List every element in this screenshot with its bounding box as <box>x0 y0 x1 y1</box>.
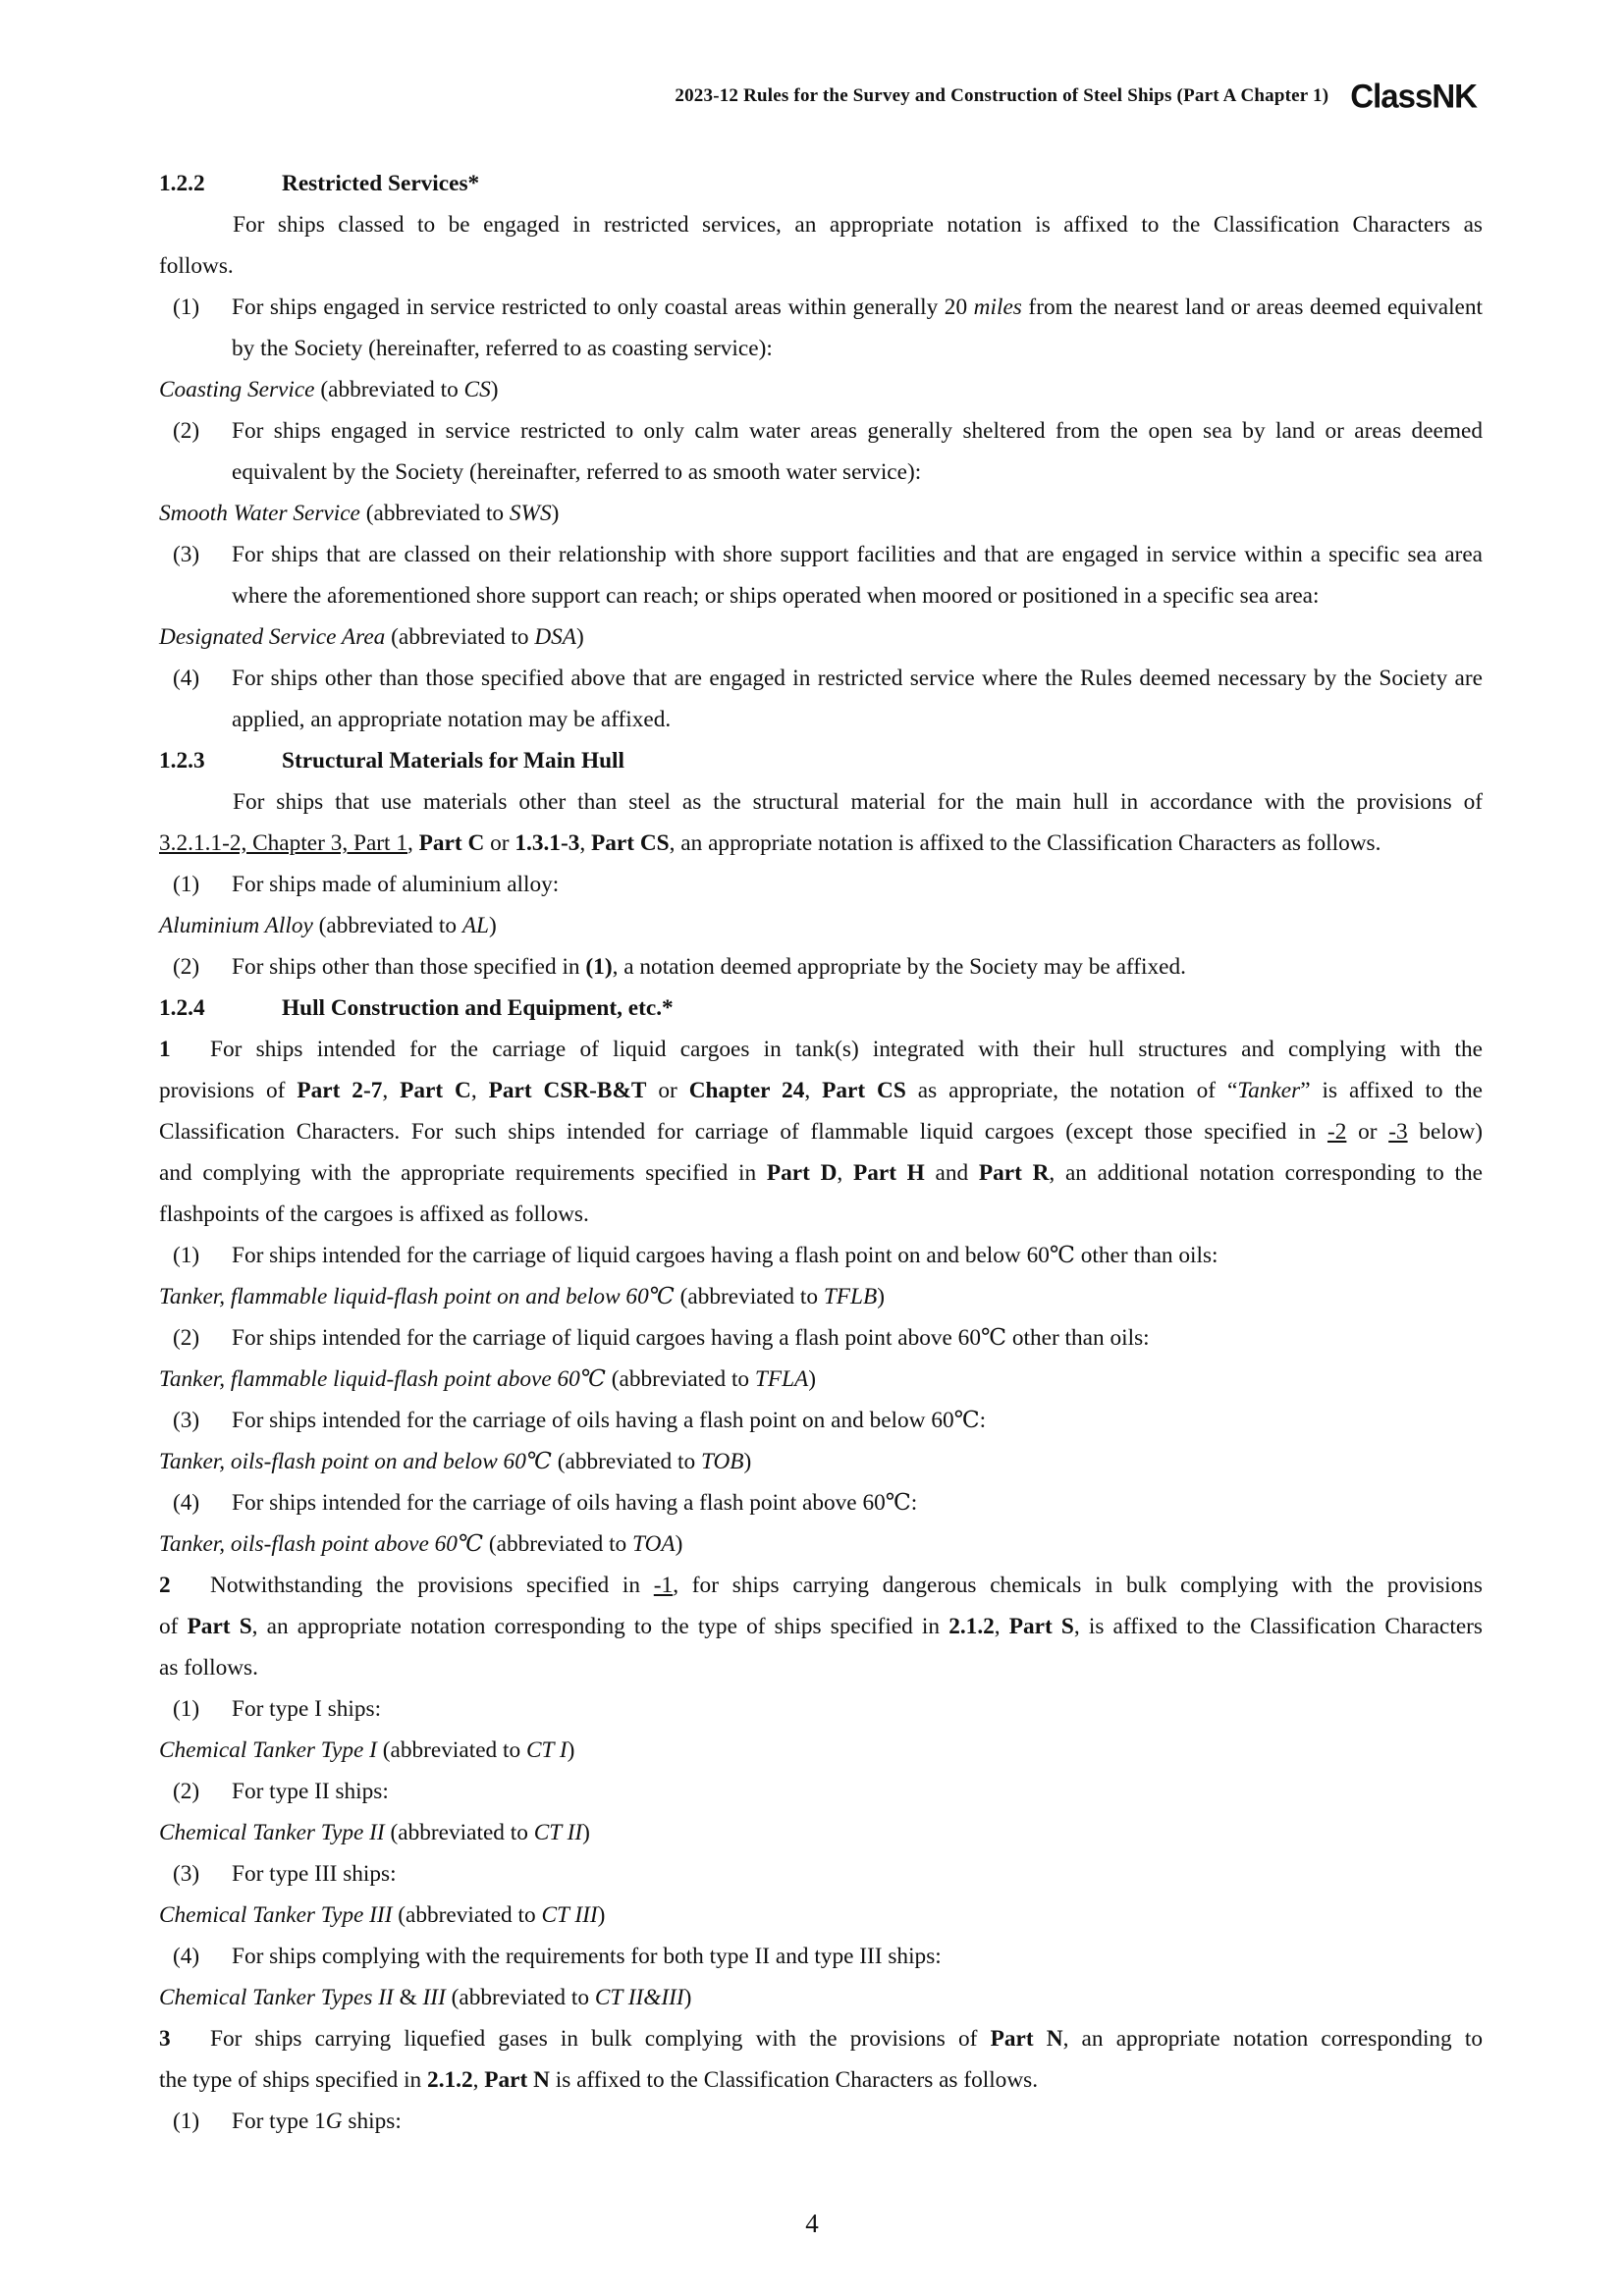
notation-line: Tanker, flammable liquid-flash point above 60℃ (abbreviated to TFLA) <box>159 1366 817 1392</box>
list-item: (1) For type I ships: <box>173 1696 382 1722</box>
rule-reference-link[interactable]: 3.2.1.1-2, Chapter 3, Part 1 <box>159 830 407 856</box>
paragraph-3-line: the type of ships specified in 2.1.2, Part N is affixed to the Classification Characters as follows. <box>159 2067 1039 2093</box>
section-1-2-3-intro: For ships that use materials other than steel as the structural material for the main hull in accordance with the provisions of <box>233 789 1483 815</box>
notation-line: Tanker, oils-flash point above 60℃ (abbreviated to TOA) <box>159 1531 683 1557</box>
section-heading-1-2-2: 1.2.2 Restricted Services* <box>159 171 480 196</box>
header-title: 2023-12 Rules for the Survey and Construction of Steel Ships (Part A Chapter 1) <box>675 85 1329 106</box>
notation-line: Chemical Tanker Type III (abbreviated to CT III) <box>159 1902 606 1928</box>
list-item: (2) For ships engaged in service restricted to only calm water areas generally sheltered from the open sea by land or areas deemed equivalent by the Society (hereinafter, referred to as smooth water service): <box>173 418 1483 485</box>
section-1-2-2-intro: For ships classed to be engaged in restricted services, an appropriate notation is affixed to the Classification Characters as <box>233 212 1483 238</box>
notation-line: Coasting Service (abbreviated to CS) <box>159 377 499 402</box>
paragraph-1-line: provisions of Part 2-7, Part C, Part CSR-B&T or Chapter 24, Part CS as appropriate, the notation of “Tanker” is affixed to the <box>159 1078 1483 1103</box>
list-item: (2) For ships intended for the carriage of liquid cargoes having a flash point above 60℃ other than oils: <box>173 1325 1150 1351</box>
list-item: (4) For ships intended for the carriage of oils having a flash point above 60℃: <box>173 1490 918 1516</box>
paragraph-1: 1 For ships intended for the carriage of liquid cargoes in tank(s) integrated with their hull structures and complying with the <box>159 1037 1483 1062</box>
notation-line: Tanker, oils-flash point on and below 60℃ (abbreviated to TOB) <box>159 1449 752 1474</box>
paragraph-2-line: of Part S, an appropriate notation corresponding to the type of ships specified in 2.1.2, Part S, is affixed to the Classification Characters <box>159 1614 1483 1639</box>
list-item: (1) For ships intended for the carriage of liquid cargoes having a flash point on and below 60℃ other than oils: <box>173 1243 1218 1268</box>
paragraph-1-line: flashpoints of the cargoes is affixed as follows. <box>159 1201 589 1227</box>
section-1-2-3-intro-end: 3.2.1.1-2, Chapter 3, Part 1, Part C or 1.3.1-3, Part CS, an appropriate notation is affixed to the Classification Characters as follows. <box>159 830 1381 856</box>
paragraph-3: 3 For ships carrying liquefied gases in bulk complying with the provisions of Part N, an appropriate notation corresponding to <box>159 2026 1483 2052</box>
list-item: (2) For ships other than those specified in (1), a notation deemed appropriate by the Society may be affixed. <box>173 954 1186 980</box>
rule-reference-link[interactable]: -3 <box>1388 1119 1408 1145</box>
section-1-2-2-intro-end: follows. <box>159 253 234 279</box>
page-header <box>675 77 1477 116</box>
paragraph-2: 2 Notwithstanding the provisions specified in -1, for ships carrying dangerous chemicals in bulk complying with the provisions <box>159 1573 1483 1598</box>
list-item: (3) For type III ships: <box>173 1861 397 1887</box>
rule-reference-link[interactable]: -1 <box>653 1573 674 1598</box>
page-number: 4 <box>805 2209 819 2238</box>
rule-reference-link[interactable]: -2 <box>1326 1119 1347 1145</box>
document-body <box>159 163 1483 2142</box>
paragraph-1-line: Classification Characters. For such ships intended for carriage of flammable liquid cargoes (except those specified in -2 or -3 below) <box>159 1119 1483 1145</box>
paragraph-2-line: as follows. <box>159 1655 258 1681</box>
list-item: (1) For ships made of aluminium alloy: <box>173 872 560 897</box>
list-item: (4) For ships other than those specified above that are engaged in restricted service where the Rules deemed necessary by the Society are applied, an appropriate notation may be affixed. <box>173 666 1483 732</box>
list-item: (4) For ships complying with the requirements for both type II and type III ships: <box>173 1944 942 1969</box>
list-item: (3) For ships that are classed on their relationship with shore support facilities and that are engaged in service within a specific sea area where the aforementioned shore support can reach; or ships operated when moored or positioned in a specific sea area: <box>173 542 1483 609</box>
notation-line: Chemical Tanker Types II & III (abbreviated to CT II&III) <box>159 1985 692 2010</box>
list-item: (2) For type II ships: <box>173 1779 389 1804</box>
notation-line: Designated Service Area (abbreviated to DSA) <box>159 624 584 650</box>
notation-line: Smooth Water Service (abbreviated to SWS) <box>159 501 560 526</box>
notation-line: Chemical Tanker Type II (abbreviated to CT II) <box>159 1820 590 1845</box>
paragraph-1-line: and complying with the appropriate requirements specified in Part D, Part H and Part R, an additional notation corresponding to the <box>159 1160 1483 1186</box>
list-item: (1) For type 1G ships: <box>173 2109 402 2134</box>
notation-line: Tanker, flammable liquid-flash point on and below 60℃ (abbreviated to TFLB) <box>159 1284 885 1309</box>
list-item: (1) For ships engaged in service restricted to only coastal areas within generally 20 miles from the nearest land or areas deemed equivalent by the Society (hereinafter, referred to as coasting service): <box>173 294 1483 361</box>
section-heading-1-2-3: 1.2.3 Structural Materials for Main Hull <box>159 748 624 774</box>
notation-line: Chemical Tanker Type I (abbreviated to CT I) <box>159 1737 575 1763</box>
classnk-logo: ClassNK <box>1350 77 1477 115</box>
section-heading-1-2-4: 1.2.4 Hull Construction and Equipment, etc.* <box>159 995 674 1021</box>
list-item: (3) For ships intended for the carriage of oils having a flash point on and below 60℃: <box>173 1408 987 1433</box>
notation-line: Aluminium Alloy (abbreviated to AL) <box>159 913 497 938</box>
